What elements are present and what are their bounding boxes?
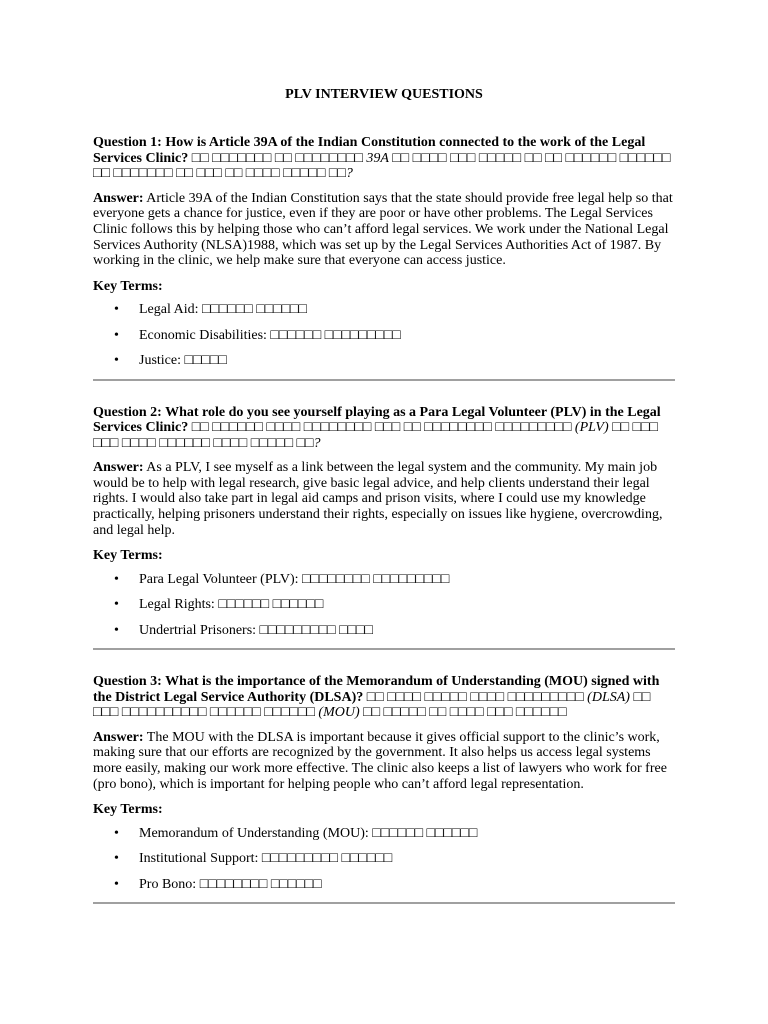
answer-3-label: Answer: xyxy=(93,729,144,745)
question-1-hindi: □□ □□□□□□□ □□ □□□□□□□□ 39A □□ □□□□ □□□ □□□□□ □□ □□ □□□□□□ □□□□□□ □□ □□□□□□□ □□ □□□ □□ □□□□ □□□□□ □□? xyxy=(93,150,671,182)
key-term-item xyxy=(93,302,675,318)
key-term-hindi: □□□□□□□□ □□□□□□ xyxy=(199,876,322,892)
question-1-text: Question 1: How is Article 39A of the Indian Constitution connected to the work of the Legal Services Clinic? xyxy=(93,135,646,166)
key-term-name: Memorandum of Understanding (MOU): xyxy=(139,825,369,841)
bullet-icon: • xyxy=(114,327,119,343)
key-term-hindi: □□□□□□ □□□□□□ xyxy=(372,825,478,841)
key-term-item xyxy=(93,597,675,613)
bullet-icon: • xyxy=(114,622,119,638)
bullet-icon: • xyxy=(114,851,119,867)
key-term-hindi: □□□□□□□□□ □□□□ xyxy=(259,622,373,638)
key-terms-3-label: Key Terms: xyxy=(93,802,163,818)
question-3 xyxy=(93,674,675,721)
answer-1 xyxy=(93,191,675,269)
question-section-3 xyxy=(93,674,675,904)
question-3-hindi: □□ □□□□ □□□□□ □□□□ □□□□□□□□□ (DLSA) □□ □□□ □□□□□□□□□□ □□□□□□ □□□□□□ (MOU) □□ □□□□□ □□ □□□□ □□□ □□□□□□ xyxy=(93,689,651,721)
section-divider xyxy=(93,902,675,904)
question-2 xyxy=(93,405,675,452)
question-section-2 xyxy=(93,405,675,651)
answer-1-text: Article 39A of the Indian Constitution says that the state should provide free legal help so that everyone gets a chance for justice, even if they are poor or have other problems. The Legal Services Clinic follows this by helping those who can’t afford legal services. We work under the National Legal Services Authority (NLSA)1988, which was set up by the Legal Services Authorities Act of 1987. By working in the clinic, we help make sure that everyone can access justice. xyxy=(93,190,673,269)
key-term-hindi: □□□□□□ □□□□□□□□□ xyxy=(270,327,401,343)
answer-1-label: Answer: xyxy=(93,190,144,206)
document-title: PLV INTERVIEW QUESTIONS xyxy=(285,87,483,102)
answer-3 xyxy=(93,730,675,792)
key-term-name: Justice: xyxy=(139,353,181,369)
question-2-text: Question 2: What role do you see yourself playing as a Para Legal Volunteer (PLV) in the Legal Services Clinic? xyxy=(93,404,661,436)
key-term-item xyxy=(93,572,675,588)
key-term-hindi: □□□□□□□□□ □□□□□□ xyxy=(261,851,393,867)
key-term-name: Institutional Support: xyxy=(139,851,259,867)
key-terms-1-label: Key Terms: xyxy=(93,278,163,294)
answer-2 xyxy=(93,460,675,538)
key-term-name: Legal Aid: xyxy=(139,302,199,318)
key-term-name: Undertrial Prisoners: xyxy=(139,622,257,638)
bullet-icon: • xyxy=(114,302,119,318)
bullet-icon: • xyxy=(114,825,119,841)
question-2-hindi: □□ □□□□□□ □□□□ □□□□□□□□ □□□ □□ □□□□□□□□ □□□□□□□□□ (PLV) □□ □□□ □□□ □□□□ □□□□□□ □□□□ □□□□□ □□? xyxy=(93,420,658,451)
key-term-hindi: □□□□□□□□ □□□□□□□□□ xyxy=(302,571,450,587)
key-terms-2-list xyxy=(93,572,675,639)
key-term-item xyxy=(93,877,675,893)
bullet-icon: • xyxy=(114,353,119,369)
key-terms-2-label: Key Terms: xyxy=(93,548,163,564)
document-page xyxy=(93,86,675,904)
key-term-name: Legal Rights: xyxy=(139,597,215,613)
question-1 xyxy=(93,135,675,182)
key-term-item xyxy=(93,851,675,867)
answer-2-text: As a PLV, I see myself as a link between the legal system and the community. My main job would be to help with legal research, give basic legal advice, and help clients understand their legal rights. I would also take part in legal aid camps and prison visits, where I could use my knowledge practically, helping prisoners understand their rights, especially on issues like hygiene, overcrowding, and legal help. xyxy=(93,460,663,538)
key-term-item xyxy=(93,353,675,369)
key-term-item xyxy=(93,328,675,344)
key-term-name: Pro Bono: xyxy=(139,876,197,892)
key-term-hindi: □□□□□□ □□□□□□ xyxy=(218,597,324,613)
key-term-hindi: □□□□□ xyxy=(184,353,227,369)
key-term-name: Para Legal Volunteer (PLV): xyxy=(139,571,299,587)
key-term-item xyxy=(93,826,675,842)
key-terms-1-list xyxy=(93,302,675,369)
key-term-name: Economic Disabilities: xyxy=(139,327,267,343)
bullet-icon: • xyxy=(114,876,119,892)
key-term-hindi: □□□□□□ □□□□□□ xyxy=(202,302,307,318)
question-3-text: Question 3: What is the importance of the Memorandum of Understanding (MOU) signed with the District Legal Service Authority (DLSA)? xyxy=(93,674,660,705)
bullet-icon: • xyxy=(114,571,119,587)
answer-2-label: Answer: xyxy=(93,460,144,476)
question-section-1 xyxy=(93,135,675,381)
key-terms-3-list xyxy=(93,826,675,893)
answer-3-text: The MOU with the DLSA is important because it gives official support to the clinic’s work, making sure that our efforts are recognized by the government. It also helps us access legal systems more easily, making our work more effective. The clinic also keeps a list of lawyers who work for free (pro bono), which is important for helping people who can’t afford legal representation. xyxy=(93,729,667,792)
key-term-item xyxy=(93,623,675,639)
bullet-icon: • xyxy=(114,597,119,613)
